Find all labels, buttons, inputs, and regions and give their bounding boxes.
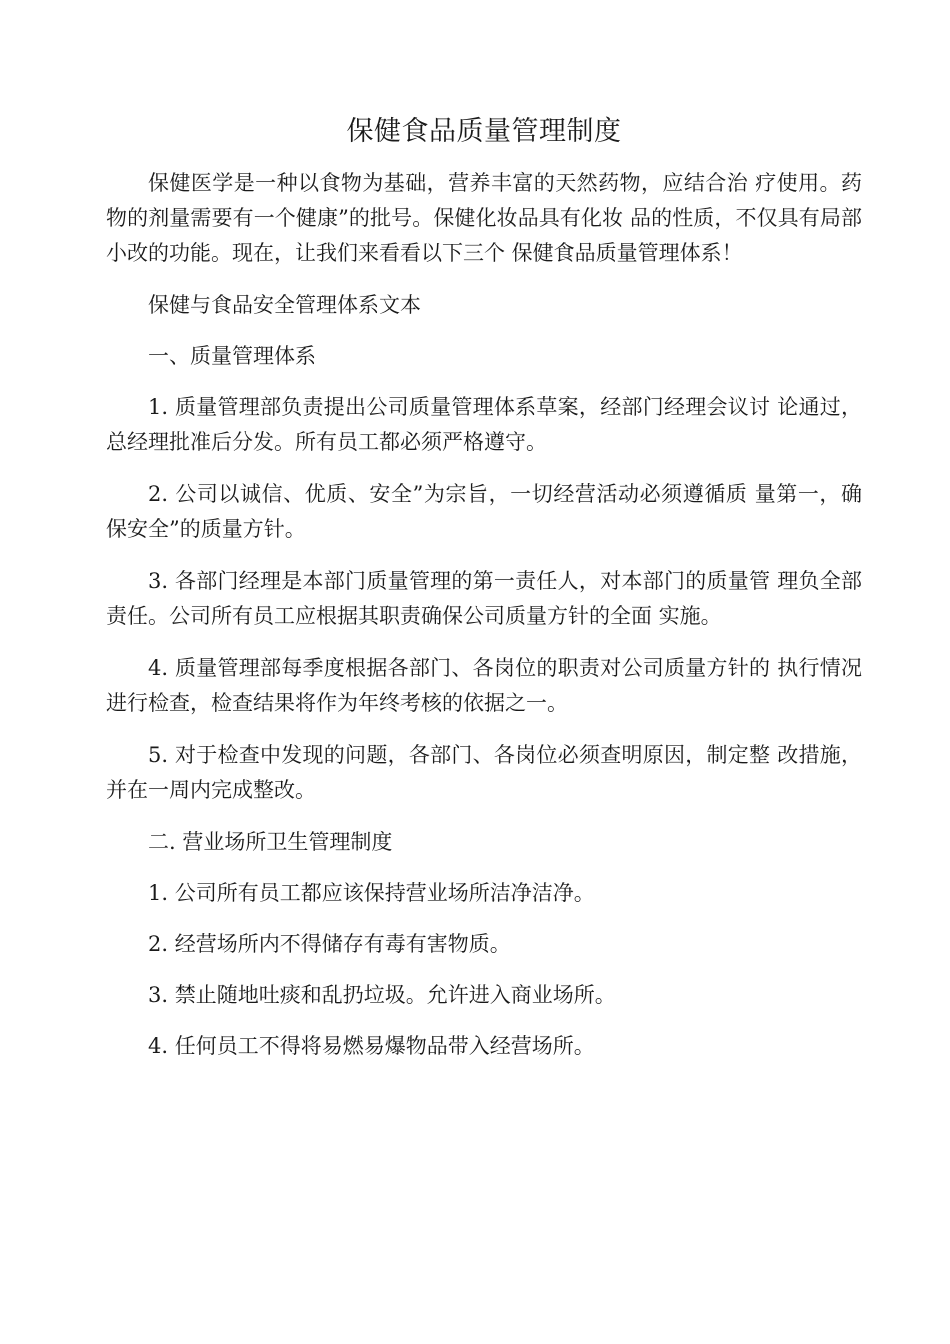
section2-item: 3. 禁止随地吐痰和乱扔垃圾。允许进入商业场所。 bbox=[148, 983, 616, 1007]
section1-item: 5. 对于检查中发现的问题，各部门、各岗位必须查明原因，制定整 改措施，并在一周内完成整改。 bbox=[106, 743, 862, 802]
section2-item: 1. 公司所有员工都应该保持营业场所洁净洁净。 bbox=[148, 881, 595, 905]
section1-item: 3. 各部门经理是本部门质量管理的第一责任人，对本部门的质量管 理负全部责任。公司所有员工应根据其职责确保公司质量方针的全面 实施。 bbox=[106, 569, 862, 628]
document-subtitle: 保健与食品安全管理体系文本 bbox=[148, 293, 421, 317]
section1-heading: 一、质量管理体系 bbox=[148, 344, 316, 368]
document-title: 保健食品质量管理制度 bbox=[346, 116, 622, 147]
section2-item: 2. 经营场所内不得储存有毒有害物质。 bbox=[148, 932, 511, 956]
section2-item: 4. 任何员工不得将易燃易爆物品带入经营场所。 bbox=[148, 1034, 595, 1058]
section1-item: 2. 公司以诚信、优质、安全”为宗旨，一切经营活动必须遵循质 量第一，确保安全”的质量方针。 bbox=[106, 482, 862, 541]
intro-paragraph: 保健医学是一种以食物为基础，营养丰富的天然药物，应结合治 疗使用。药物的剂量需要有一个健康”的批号。保健化妆品具有化妆 品的性质，不仅具有局部小改的功能。现在，让我们来看看以下三个 保健食品质量管理体系！ bbox=[106, 171, 862, 265]
section1-item: 1. 质量管理部负责提出公司质量管理体系草案，经部门经理会议讨 论通过，总经理批准后分发。所有员工都必须严格遵守。 bbox=[106, 395, 862, 454]
section1-item: 4. 质量管理部每季度根据各部门、各岗位的职责对公司质量方针的 执行情况进行检查，检查结果将作为年终考核的依据之一。 bbox=[106, 656, 862, 715]
section2-heading: 二. 营业场所卫生管理制度 bbox=[148, 830, 393, 854]
